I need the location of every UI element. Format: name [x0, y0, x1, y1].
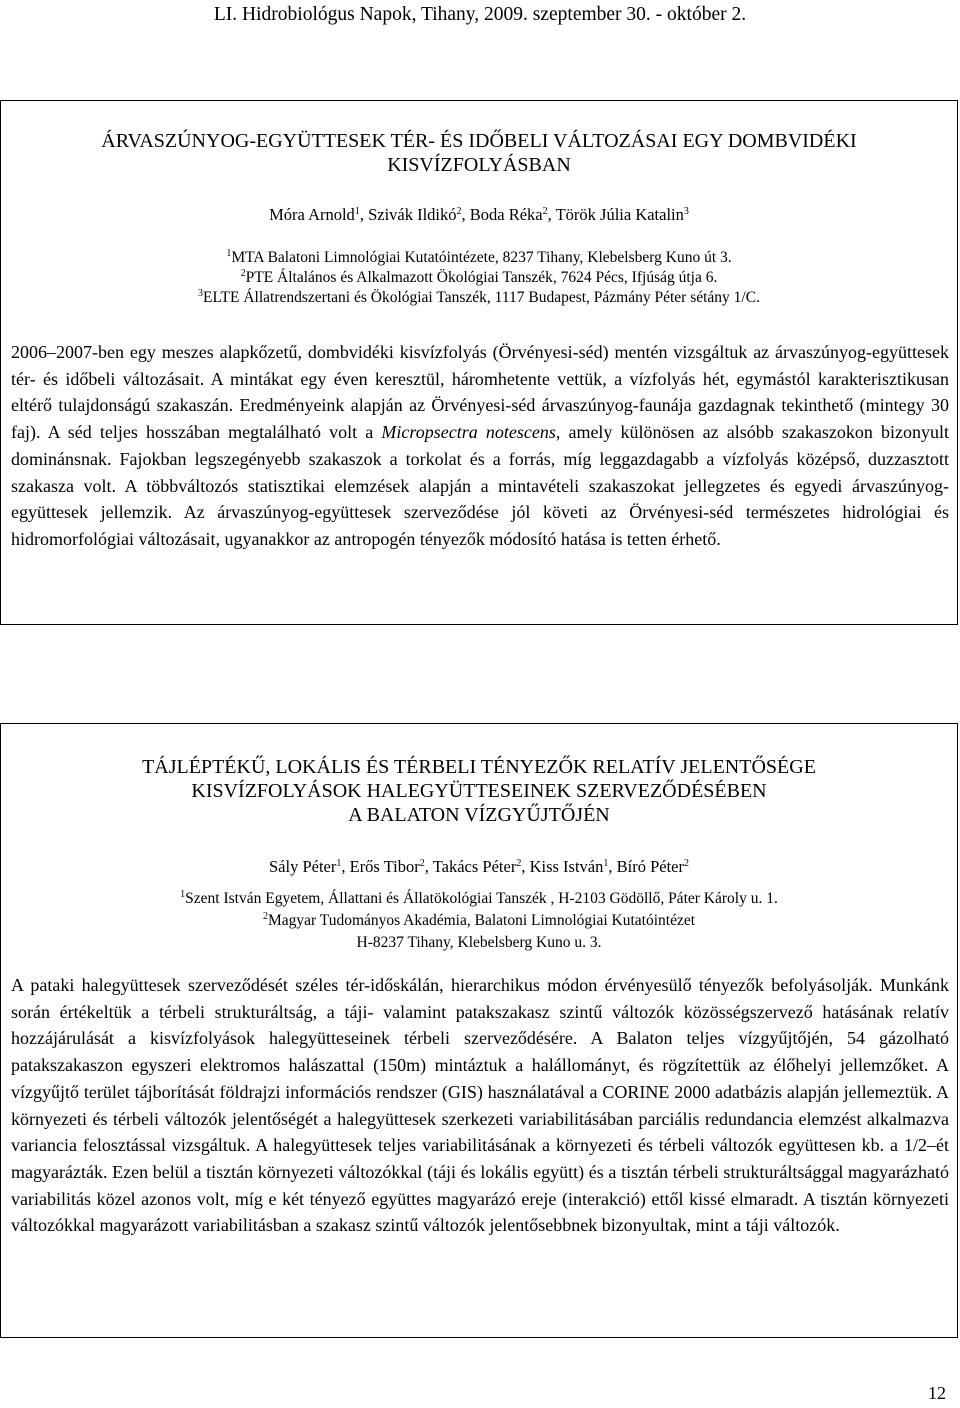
author-name: Erős Tibor — [349, 857, 420, 876]
author-name: Szivák Ildikó — [368, 205, 457, 224]
title-line: KISVÍZFOLYÁSBAN — [387, 154, 571, 176]
affiliation-sup: 2 — [240, 268, 246, 279]
author-sup: 1 — [603, 858, 609, 869]
body-text: , amely különösen az alsóbb szakaszokon bizonyult dominánsnak. Fajokban legszegényebb szakaszok a torkolat és a forrás, míg leggazdagabb a vízfolyás középső, duzzasztott szakasza volt. A többváltozós statisztikai elemzések alapján a mintavételi szakaszokat jellegzetes és egyedi árvaszúnyog-együttesek jellemzik. Az árvaszúnyog-együttesek szerveződése jól követi az Örvényesi-séd természetes hidrológiai és hidromorfológiai változásait, ugyanakkor az antropogén tényezők módosító hatása is tetten érhető. — [11, 422, 949, 549]
abstract-2-affiliations — [1, 888, 957, 954]
author-sup: 2 — [542, 206, 548, 217]
author-sup: 1 — [354, 206, 360, 217]
affiliation-text: Szent István Egyetem, Állattani és Állatökológiai Tanszék , H-2103 Gödöllő, Páter Károly u. 1. — [185, 890, 778, 907]
body-text: 2006–2007-ben egy meszes alapkőzetű, dombvidéki kisvízfolyás (Örvényesi-séd) mentén vizsgáltuk az árvaszúnyog-együttesek tér- és időbeli változásait. A mintákat egy éven keresztül, háromhetente vettük, a vízfolyás hét, egymástól karakterisztikusan eltérő tulajdonságú szakaszán. Eredményeink alapján az Örvényesi-séd árvaszúnyog-faunája gazdagnak tekinthető (mintegy 30 faj). A séd teljes hosszában megtalálható volt a — [11, 342, 949, 443]
abstract-box-1 — [0, 100, 958, 625]
affiliation-sup: 2 — [262, 911, 268, 922]
abstract-1-affiliations — [1, 248, 957, 308]
author-name: Takács Péter — [432, 857, 517, 876]
affiliation — [1, 932, 957, 954]
affiliation-text: MTA Balatoni Limnológiai Kutatóintézete, 8237 Tihany, Klebelsberg Kuno út 3. — [231, 249, 732, 266]
affiliation-sup: 1 — [226, 248, 232, 259]
abstract-1-authors — [1, 205, 957, 225]
affiliation — [1, 910, 957, 932]
author-sep: , — [547, 205, 556, 224]
author-sep: , — [341, 857, 350, 876]
author-name: Boda Réka — [469, 205, 543, 224]
affiliation-text: Magyar Tudományos Akadémia, Balatoni Limnológiai Kutatóintézet — [267, 912, 696, 929]
species-name: Micropsectra notescens — [381, 422, 556, 443]
abstract-1-title — [1, 129, 957, 177]
affiliation — [1, 248, 957, 268]
abstract-2-title — [1, 755, 957, 827]
affiliation — [1, 288, 957, 308]
affiliation-text: ELTE Állatrendszertani és Ökológiai Tanszék, 1117 Budapest, Pázmány Péter sétány 1/C. — [203, 289, 760, 306]
affiliation-text: PTE Általános és Alkalmazott Ökológiai Tanszék, 7624 Pécs, Ifjúság útja 6. — [245, 269, 718, 286]
author-name: Bíró Péter — [616, 857, 684, 876]
affiliation-text: H-8237 Tihany, Klebelsberg Kuno u. 3. — [356, 934, 602, 951]
author-sup: 2 — [419, 858, 425, 869]
running-header: LI. Hidrobiológus Napok, Tihany, 2009. szeptember 30. - október 2. — [213, 4, 747, 25]
author-sup: 2 — [456, 206, 462, 217]
author-sep: , — [608, 857, 617, 876]
author-sup: 3 — [683, 206, 689, 217]
author-name: Sály Péter — [268, 857, 337, 876]
author-sup: 2 — [516, 858, 522, 869]
abstract-box-2 — [0, 723, 958, 1338]
title-line: TÁJLÉPTÉKŰ, LOKÁLIS ÉS TÉRBELI TÉNYEZŐK RELATÍV JELENTŐSÉGE — [142, 756, 816, 778]
author-name: Kiss István — [529, 857, 604, 876]
affiliation-sup: 3 — [198, 288, 204, 299]
abstract-1-body — [1, 339, 957, 553]
author-name: Török Júlia Katalin — [555, 205, 684, 224]
abstract-2-body: A pataki halegyüttesek szerveződését széles tér-időskálán, hierarchikus módon érvényesülő tényezők befolyásolják. Munkánk során értékeltük a térbeli strukturáltság, a táji- valamint patakszakasz szintű változók közösségszervező hatásának relatív hozzájárulását a kisvízfolyások halegyütteseinek térbeli szerveződésére. A Balaton teljes vízgyűjtőjén, 54 gázolható patakszakaszon egyszeri elektromos halászattal (150m) mintáztuk a halállományt, és rögzítettük az élőhelyi jellemzőket. A vízgyűjtő terület tájborítását földrajzi információs rendszer (GIS) használatával a CORINE 2000 adatbázis alapján jellemeztük. A környezeti és térbeli változók jelentőségét a halegyüttesek szerkezeti variabilitásában parciális redundancia elemzést alkalmazva variancia felosztással vizsgáltuk. A halegyüttesek teljes variabilitásának a környezeti és térbeli változók együttesen kb. a 1/2–ét magyarázták. Ezen belül a tisztán környezeti változókkal (táji és lokális együtt) és a tisztán térbeli strukturáltsággal magyarázható variabilitás közel azonos volt, míg e két tényező együttes magyarázó ereje (interakció) ettől kissé elmaradt. A tisztán környezeti változókkal magyarázott variabilitásban a szakasz szintű változók jelentősebbnek bizonyultak, mint a táji változók. — [11, 975, 949, 1236]
affiliation — [1, 268, 957, 288]
title-line: KISVÍZFOLYÁSOK HALEGYÜTTESEINEK SZERVEZŐDÉSÉBEN — [191, 780, 767, 802]
abstract-2-authors — [1, 857, 957, 877]
author-sup: 2 — [684, 858, 689, 869]
author-sep: , — [359, 205, 369, 224]
author-sep: , — [521, 857, 530, 876]
affiliation-sup: 1 — [180, 889, 186, 900]
author-name: Móra Arnold — [269, 205, 355, 224]
author-sep: , — [424, 857, 433, 876]
page-number: 12 — [928, 1383, 946, 1403]
title-line: A BALATON VÍZGYŰJTŐJÉN — [348, 804, 610, 826]
title-line: ÁRVASZÚNYOG-EGYÜTTESEK TÉR- ÉS IDŐBELI VÁLTOZÁSAI EGY DOMBVIDÉKI — [101, 130, 857, 152]
author-sep: , — [461, 205, 470, 224]
affiliation — [1, 888, 957, 910]
author-sup: 1 — [336, 858, 342, 869]
